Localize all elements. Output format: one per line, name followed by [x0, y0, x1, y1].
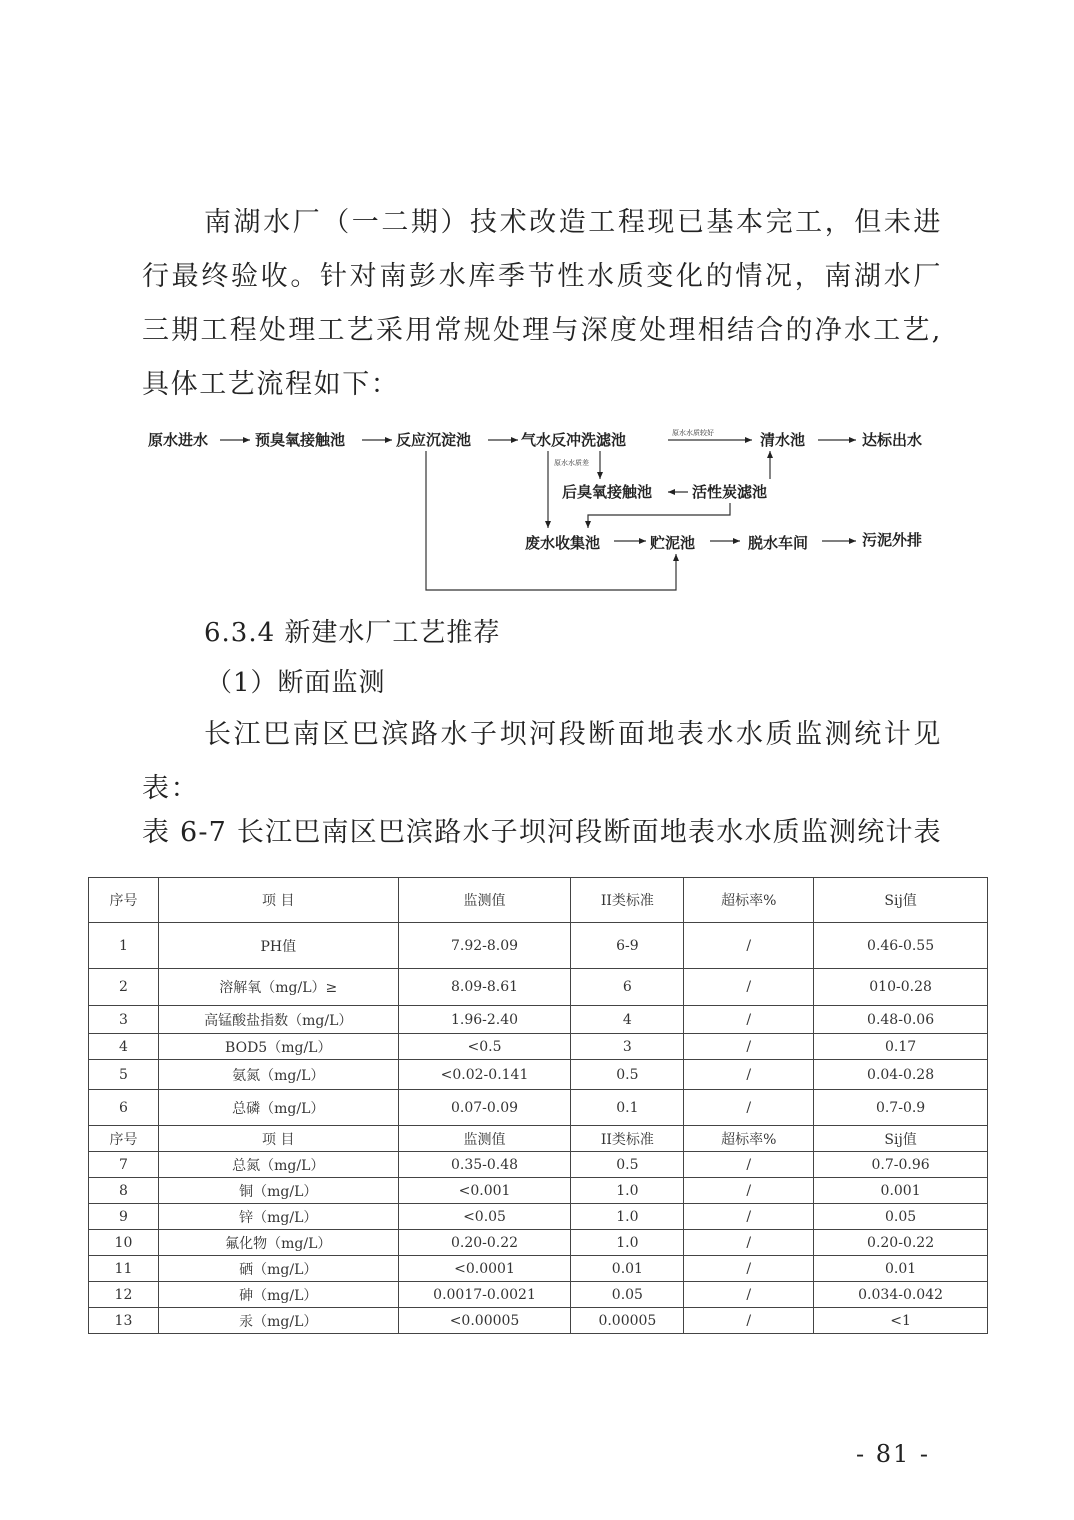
table-cell: 11: [89, 1256, 159, 1282]
table-cell: Sij值: [814, 1126, 988, 1152]
table-cell: 超标率%: [684, 1126, 814, 1152]
arrow-carbon-to-sludge: [588, 503, 730, 528]
table-cell: <1: [814, 1308, 988, 1334]
table-cell: <0.001: [398, 1178, 571, 1204]
table-cell: 0.00005: [571, 1308, 684, 1334]
table-cell: 8: [89, 1178, 159, 1204]
table-cell: <0.02-0.141: [398, 1060, 571, 1090]
node-sludge-out: 污泥外排: [862, 531, 923, 549]
table-cell: 0.01: [814, 1256, 988, 1282]
table-cell: 2: [89, 969, 159, 1006]
table-cell: II类标准: [571, 878, 684, 923]
table-cell: 0.001: [814, 1178, 988, 1204]
node-raw-water: 原水进水: [148, 431, 209, 449]
table-cell: II类标准: [571, 1126, 684, 1152]
table-cell: 4: [571, 1006, 684, 1034]
table-cell: 氟化物（mg/L）: [158, 1230, 398, 1256]
node-filter: 气水反冲洗滤池: [521, 431, 627, 449]
table-cell: 1.0: [571, 1178, 684, 1204]
table-cell: /: [684, 923, 814, 969]
table-row: [89, 1090, 988, 1126]
table-cell: Sij值: [814, 878, 988, 923]
table-cell: 0.46-0.55: [814, 923, 988, 969]
table-cell: /: [684, 1060, 814, 1090]
table-cell: 0.01: [571, 1256, 684, 1282]
node-carbon: 活性炭滤池: [692, 483, 768, 501]
table-cell: BOD5（mg/L）: [158, 1034, 398, 1060]
node-waste-pool: 废水收集池: [525, 534, 601, 552]
table-cell: /: [684, 1256, 814, 1282]
table-cell: 项 目: [158, 1126, 398, 1152]
table-cell: 12: [89, 1282, 159, 1308]
table-cell: <0.0001: [398, 1256, 571, 1282]
table-cell: 序号: [89, 1126, 159, 1152]
table-cell: 总氮（mg/L）: [158, 1152, 398, 1178]
table-cell: 0.05: [571, 1282, 684, 1308]
table-cell: 3: [89, 1006, 159, 1034]
table-cell: 总磷（mg/L）: [158, 1090, 398, 1126]
table-cell: 序号: [89, 878, 159, 923]
table-cell: 7: [89, 1152, 159, 1178]
arrow-sediment-to-sludge: [426, 451, 676, 590]
table-row: [89, 1230, 988, 1256]
intro-paragraph: 南湖水厂（一二期）技术改造工程现已基本完工，但未进行最终验收。针对南彭水库季节性水质变化的情况，南湖水厂三期工程处理工艺采用常规处理与深度处理相结合的净水工艺,具体工艺流程如下：: [142, 207, 942, 400]
table-cell: 0.7-0.9: [814, 1090, 988, 1126]
table-cell: 6-9: [571, 923, 684, 969]
node-dewater: 脱水车间: [748, 534, 809, 552]
table-cell: 6: [571, 969, 684, 1006]
table-row: [89, 1256, 988, 1282]
table-cell: 0.17: [814, 1034, 988, 1060]
table-header-row: [89, 878, 988, 923]
table-cell: 1: [89, 923, 159, 969]
table-cell: 氨氮（mg/L）: [158, 1060, 398, 1090]
table-cell: <0.00005: [398, 1308, 571, 1334]
table-cell: 汞（mg/L）: [158, 1308, 398, 1334]
table-cell: 0.48-0.06: [814, 1006, 988, 1034]
table-cell: 0.0017-0.0021: [398, 1282, 571, 1308]
table-cell: 0.7-0.96: [814, 1152, 988, 1178]
table-cell: /: [684, 1090, 814, 1126]
table-row: [89, 1006, 988, 1034]
table-cell: /: [684, 1034, 814, 1060]
table-cell: 高锰酸盐指数（mg/L）: [158, 1006, 398, 1034]
node-output: 达标出水: [862, 431, 923, 449]
table-cell: /: [684, 1282, 814, 1308]
node-sediment: 反应沉淀池: [396, 431, 472, 449]
node-post-ozone: 后臭氧接触池: [562, 483, 653, 501]
node-sludge-pool: 贮泥池: [650, 534, 696, 552]
table-row: [89, 969, 988, 1006]
table-cell: /: [684, 1178, 814, 1204]
table-cell: 监测值: [398, 878, 571, 923]
table-cell: /: [684, 1152, 814, 1178]
table-row: [89, 1152, 988, 1178]
table-cell: 项 目: [158, 878, 398, 923]
table-cell: 铜（mg/L）: [158, 1178, 398, 1204]
section-heading: 6.3.4 新建水厂工艺推荐: [204, 618, 501, 648]
process-flow-diagram: [0, 415, 1074, 605]
subheading: （1）断面监测: [206, 668, 386, 698]
table-cell: 8.09-8.61: [398, 969, 571, 1006]
table-row: [89, 1034, 988, 1060]
table-row: [89, 1060, 988, 1090]
table-cell: 砷（mg/L）: [158, 1282, 398, 1308]
table-cell: 9: [89, 1204, 159, 1230]
label-poor-quality: 原水水质差: [554, 459, 589, 467]
table-cell: /: [684, 1230, 814, 1256]
table-cell: <0.5: [398, 1034, 571, 1060]
table-cell: /: [684, 1006, 814, 1034]
table-cell: 0.07-0.09: [398, 1090, 571, 1126]
table-cell: 6: [89, 1090, 159, 1126]
table-cell: 3: [571, 1034, 684, 1060]
table-row: [89, 1308, 988, 1334]
table-cell: 0.35-0.48: [398, 1152, 571, 1178]
node-clear-pool: 清水池: [760, 431, 806, 449]
table-cell: 0.04-0.28: [814, 1060, 988, 1090]
table-cell: 7.92-8.09: [398, 923, 571, 969]
table-cell: 监测值: [398, 1126, 571, 1152]
water-quality-table: [88, 877, 988, 1334]
table-cell: 4: [89, 1034, 159, 1060]
label-good-quality: 原水水质较好: [672, 429, 714, 437]
table-cell: 硒（mg/L）: [158, 1256, 398, 1282]
table-cell: 0.5: [571, 1152, 684, 1178]
table-cell: /: [684, 1204, 814, 1230]
table-cell: <0.05: [398, 1204, 571, 1230]
table-intro-paragraph: 长江巴南区巴滨路水子坝河段断面地表水水质监测统计见表：: [142, 719, 942, 804]
table-cell: 超标率%: [684, 878, 814, 923]
table-cell: 锌（mg/L）: [158, 1204, 398, 1230]
table-cell: 13: [89, 1308, 159, 1334]
table-cell: 0.1: [571, 1090, 684, 1126]
table-cell: /: [684, 1308, 814, 1334]
table-row: [89, 923, 988, 969]
table-row: [89, 1178, 988, 1204]
table-cell: 5: [89, 1060, 159, 1090]
table-cell: /: [684, 969, 814, 1006]
table-cell: 010-0.28: [814, 969, 988, 1006]
table-cell: 1.0: [571, 1230, 684, 1256]
table-cell: 10: [89, 1230, 159, 1256]
table-cell: 0.20-0.22: [398, 1230, 571, 1256]
table-cell: 0.034-0.042: [814, 1282, 988, 1308]
table-header-row-repeat: [89, 1126, 988, 1152]
table-row: [89, 1282, 988, 1308]
table-cell: 0.5: [571, 1060, 684, 1090]
table-cell: PH值: [158, 923, 398, 969]
table-caption: 表 6-7 长江巴南区巴滨路水子坝河段断面地表水水质监测统计表: [142, 817, 942, 848]
table-cell: 0.20-0.22: [814, 1230, 988, 1256]
page-number: - 81 -: [856, 1440, 931, 1468]
table-row: [89, 1204, 988, 1230]
table-cell: 1.0: [571, 1204, 684, 1230]
table-cell: 1.96-2.40: [398, 1006, 571, 1034]
table-cell: 溶解氧（mg/L）≥: [158, 969, 398, 1006]
node-pre-ozone: 预臭氧接触池: [255, 431, 346, 449]
table-cell: 0.05: [814, 1204, 988, 1230]
